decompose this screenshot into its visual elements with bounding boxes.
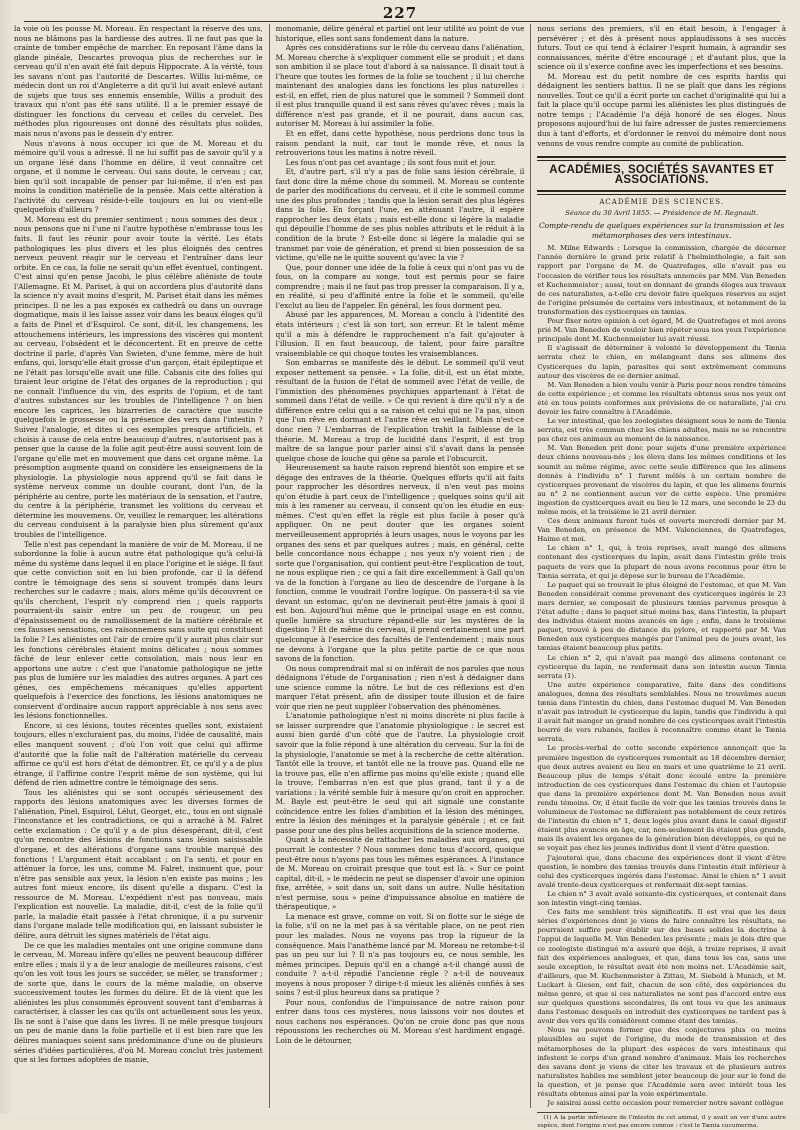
paragraph: Quant à la nécessité de rattacher les maladies aux organes, qui pourrait le contester ? Nous sommes donc tous d'accord, quoique peut-être nous n'ayons pas tous les mêmes espérances. A l'instance de M. Moreau on croirait presque que tout est là. « Sur ce point capital, dit-il, » le médecin ne peut se dispenser d'avoir une opinion fixe, arrêtée, » soit dans un, soit dans un autre. Nulle hésitation n'est permise, sous » peine d'impuissance absolue en matière de thérapeutique. »: [275, 835, 525, 912]
paragraph: J'ajouterai que, dans chacune des expériences dont il vient d'être question, le nombre des tænias trouvés dans l'intestin était inférieur à celui des cysticerques ingérés dans l'estomac. Ainsi le chien n° 1 avait avalé trente-deux cysticerques et renfermait dix-sept tænias.: [537, 853, 787, 889]
paragraph: M. Moreau est du petit nombre de ces esprits hardis qui dédaignent les sentiers battus. Il ne se plaît que dans les régions nouvelles. Tout ce qu'il a écrit porte un cachet d'originalité qui lui a fait la place qu'il occupe parmi les aliénistes les plus distingués de notre temps ; l'Académie l'a déjà honoré de ses éloges. Nous proposons aujourd'hui de lui faire adresser de justes remerciemens dus à tant d'efforts, et d'ordonner le renvoi du mémoire dont nous venons de vous rendre compte au comité de publication.: [537, 71, 787, 148]
paragraph: Le chien n° 3 avait avalé soixante-dix cysticerques, et contenait dans son intestin vingt-cinq tænias.: [537, 889, 787, 908]
section-rule: [537, 190, 786, 195]
paragraph: Nous n'avons à nous occuper ici que de M. Moreau et du mémoire qu'il vous a adressé. Il ne lui suffit pas de savoir qu'il y a un organe lésé dans l'homme en délire, il veut connaître cet organe, et il nomme le cerveau. Oui sans doute, le cerveau ; car, bien qu'il soit incapable de penser par lui-même, il n'en est pas moins la condition matérielle de la pensée. Mais cette altération à l'activité du cerveau réside-t-elle toujours en lui ou vient-elle quelquefois d'ailleurs ?: [14, 138, 263, 215]
paragraph: Pour nous, confondus de l'impuissance de notre raison pour entrer dans tous ces mystères, nous laissons voir nos doutes et nous cachons nos espérances. Qu'on ne croie donc pas que nous répoussions les recherches où M. Moreau s'est hardiment engagé. Loin de le détourner,: [275, 997, 525, 1045]
columns-container: [14, 24, 787, 1129]
paragraph: Ces faits me semblent très significatifs. Il est vrai que les deux séries d'expériences dont je viens de faire connaître les résultats, ne pourraient suffire pour établir sur des bases solides la doctrine à l'appui de laquelle M. Van Beneden les présente ; mais je dois dire que ce zoologiste distingué m'a assuré que déjà, à treize reprises, il avait fait des expériences analogues, et que, dans tous les cas, sans une seule exception, le résultat avait été non moins net. L'Académie sait, d'ailleurs, que M. Kuchenmeister à Zittau, M. Siebold à Munich, et M. Luckart à Giesen, ont fait, chacun de son côté, des expériences du même genre, et que si ces naturalistes ne sont pas d'accord entre eux sur quelques questions secondaires, ils ont tous vu que les animaux dans l'estomac desquels on introduit des cysticerques ne tardent pas à avoir des vers qu'ils considèrent comme étant des tænias.: [537, 908, 787, 1026]
paragraph: Heureusement sa haute raison reprend bientôt son empire et se dégage des entraves de la théorie. Quelques efforts qu'il ait faits pour rapprocher les désordres nerveux, il n'en veut pas moins qu'on étudie à part ceux de l'intelligence ; quelques soins qu'il ait mis à les ramener au cerveau, il consent qu'on les étudie en eux-mêmes. C'est qu'en effet la règle est plus facile à poser qu'à appliquer. On ne peut douter que les organes soient merveilleusement appropriés à leurs usages, nous le voyons par les organes des sens et par quelques autres ; mais, en général, cette belle concordance nous échappe ; nos yeux n'y voient rien ; de sorte que l'organisation, qui contient peut-être l'explication de tout, ne nous explique rien ; ce qui a fait dire excellemment à Gall qu'on va de la fonction à l'organe au lieu de descendre de l'organe à la fonction, comme le voudrait l'ordre logique. On passera-t-il sa vie devant un estomac, qu'on ne devinerait peut-être jamais à quoi il est bon. Aujourd'hui même que le principal usage en est connu, quelle lumière sa structure répand-elle sur les mystères de la digestion ? Et de même du cerveau, il prend certainement une part quelconque à l'exercice des facultés de l'entendement ; mais nous ne devons à l'organe que la plus petite partie de ce que nous savons de la fonction.: [275, 463, 525, 664]
article-end: [537, 24, 786, 148]
paragraph: Le chien n° 2, qui n'avait pas mangé des alimens contenant ce cysticerque du lapin, ne renfermait dans son intestin aucun Tænia serrata (1).: [537, 653, 787, 680]
paragraph: L'anatomie pathologique n'est ni moins discrète ni plus facile à se laisser surprendre que l'anatomie physiologique : le secret est aussi bien gardé d'un côté que de l'autre. La physiologie croit savoir que la folie répond à une altération du cerveau. Sur la foi de la physiologie, l'anatomie se met à la recherche de cette altération. Tantôt elle la trouve, et tantôt elle ne la trouve pas. Quand elle ne la trouve pas, elle n'en affirme pas moins qu'elle existe ; quand elle la trouve, l'embarras n'en est que plus grand, tant il y a de variations : la vérité semble fuir à mesure qu'on croit en approcher. M. Bayle est peut-être le seul qui ait signalé une constante coïncidence entre les folies d'ambition et la lésion des méninges, entre la lésion des méninges et la paralysie générale ; et ce fait passe pour une des plus belles acquisitions de la science moderne.: [275, 711, 525, 835]
paragraph: Telle n'est pas cependant la manière de voir de M. Moreau, il ne subordonne la folie à aucun autre état pathologique qu'à celui-là même du système dans lequel il en place l'origine et le siége. Il faut que cette conviction soit en lui bien profonde, car il la défend contre le témoignage des sens si souvent trompés dans leurs recherches sur le cadavre ; mais, alors même qu'ils découvrent ce qu'ils cherchent, l'esprit n'y comprend rien ; quels rapports pourraient-ils saisir entre un peu de rougeur, un peu d'épaississement ou de ramollissement de la matière cérébrale et ces fausses sensations, ces raisonnemens sans suite qui constituent la folie ? Les aliénistes ont l'air de croire qu'il y aurait plus clair sur les fonctions cérébrales étaient moins délicates ; nous sommes fâché de leur enlever cette consolation, mais nous leur en apportons une autre : c'est que l'anatomie pathologique ne jette pas plus de lumière sur les maladies des autres organes. A part ces gênes, ces empêchemens mécaniques qu'elles apportent quelquefois à l'exercice des fonctions, les lésions anatomiques ne conservent d'ordinaire aucun rapport appréciable à nos sens avec les lésions fonctionnelles.: [14, 539, 263, 721]
section-rule: [537, 156, 786, 161]
paragraph: nous serions des premiers, s'il en était besoin, à l'engager à persévérer ; et dès à présent nous applaudissons à ses succès futurs. Tout ce qui tend à éclairer l'esprit humain, à agrandir ses connaissances, mérite d'être encouragé ; et d'autant plus, que la science où il s'exerce confine avec les imperfections et ses besoins.: [537, 24, 787, 72]
paragraph: Ces deux animaux furent tués et ouverts mercredi dernier par M. Van Beneden, en présence de MM. Valenciennes, de Quatrefages, Haime et moi.: [537, 517, 787, 544]
page-number: 227: [382, 4, 418, 22]
paragraph: La menace est grave, comme on voit. Si on flotte sur le siége de la folie, s'il on ne la met pas à sa véritable place, on ne peut rien pour les malades. Nous ne voyons pas trop la rigueur de la conséquence. Mais l'anathème lancé par M. Moreau ne retombe-t-il pas un peu sur lui ? Il n'a pas toujours eu, ce nous semble, les mêmes principes. Depuis qu'il en a changé a-t-il changé aussi de conduite ? a-t-il répudié l'ancienne règle ? a-t-il de nouveaux moyens à nous proposer ? dirige-t-il mieux les aliénés confiés à ses soins ? est-il plus heureux dans sa pratique ?: [275, 911, 525, 998]
paragraph: la voie où les pousse M. Moreau. En respectant la réserve des uns, nous ne blâmons pas la hardiesse des autres. Il ne faut pas que la crainte de tomber empêche de marcher. En reposant l'âme dans la glande pinéale, Descartes provoqua plus de recherches sur le cerveau qu'il n'en avait été fait depuis Hippocrate. A la vérité, tous les savans n'ont pas l'autorité de Descartes. Willis lui-même, ce médecin dont un roi d'Angleterre a dit qu'il lui avait enlevé autant de sujets que tous ses ennemis ensemble, Willis a produit des travaux qui n'ont pas été sans utilité. Il a le premier essayé de distinguer les fonctions du cerveau et celles du cervelet. Des méthodes plus rigoureuses ont donné des résultats plus solides, mais nous n'avons pas le dessein d'y entrer.: [14, 24, 263, 139]
paragraph: Encore, si ces lésions, toutes récentes quelles sont, existaient toujours, elles n'excluraient pas, du moins, l'idée de causalité, mais elles manquent souvent ; d'où l'on voit que celui qui affirme d'autorité que la folie naît de l'altération matérielle du cerveau affirme ce qu'il est hors d'état de démontrer. Et, ce qu'il y a de plus étrange, il l'affirme contre l'esprit même de son système, qui lui défend de rien admettre contre le témoignage des sens.: [14, 720, 263, 788]
paragraph: Son embarras se manifeste dès le début. Le sommeil qu'il veut exposer nettement sa pensée. « La folie, dit-il, est un état mixte, résultant de la fusion de l'état de sommeil avec l'état de veille, de l'immixtion des phénomènes psychiques appartenant à l'état de sommeil dans l'état de veille. » Ce qui revient à dire qu'il n'y a de différence entre celui qui a sa raison et celui qui ne l'a pas, sinon que l'un rêve en dormant et l'autre rêve en veillant. Mais n'est-ce donc rien ? L'embarras de l'explication trahit la faiblesse de la théorie. M. Moreau a trop de lucidité dans l'esprit, il est trop maître de sa langue pour parler ainsi s'il s'avait dans la pensée quelque chose de louche qui gêne sa parole et l'obscurcit.: [275, 358, 525, 463]
paragraph: Le ver intestinal, que les zoologistes désignent sous le nom de Tænia serrata, est très commun chez les chiens adultes, mais ne se rencontre pas chez ces animaux au moment de la naissance.: [537, 417, 787, 444]
paragraph: Et en effet, dans cette hypothèse, nous perdrions donc tous la raison pendant la nuit, car tout le monde rêve, et nous la retrouverions tous les matins à notre réveil.: [275, 129, 525, 158]
report-title: Compte-rendu de quelques expériences sur la transmission et les métamorphoses des vers intestinaux.: [539, 221, 785, 240]
paragraph: Pour fixer notre opinion à cet égard, M. de Quatrefages et moi avons prié M. Van Beneden de vouloir bien répéter sous nos yeux l'expérience principale dont M. Kuchenmeister lui avait réussi.: [537, 317, 787, 344]
paragraph: Les fous n'ont pas cet avantage ; ils sont fous nuit et jour.: [285, 157, 496, 167]
paragraph: Nous ne pouvons former que des conjectures plus ou moins plausibles au sujet de l'origine, du mode de transmission et des métamorphoses de la plupart des espèces de vers intestinaux qui infestent le corps d'un grand nombre d'animaux. Mais les recherches des savans dont je viens de citer les travaux et de plusieurs autres naturalistes habiles me semblent jeter beaucoup de jour sur le fond de la question, et je pense que l'Académie sera avec intérêt tous les résultats obtenus ainsi par la voie expérimentale.: [537, 1026, 787, 1099]
paragraph: Le procès-verbal de cette seconde expérience annonçait que la première ingestion de cysticerques remontait au 18 décembre dernier, que deux autres avaient eu lieu en mars et une quatrième le 21 avril. Beaucoup plus de temps s'était donc écoulé entre la première introduction de ces cysticerques dans l'estomac du chien et l'autopsie que dans la première expérience dont M. Van Beneden nous avait rendu témoins. Or, il était facile de voir que les tænias trouvés dans le volumineux de l'estomac ne différaient pas notablement de ceux retirés de l'intestin du chien n° 1, deux logés plus avant dans le canal digestif étaient plus avancés en âge, car, non-seulement ils étaient plus grands, mais ils avaient les organes de la génération bien développés, ce qui ne se voyait pas chez les jeunes individus dont il vient d'être question.: [537, 744, 787, 853]
column-right: [530, 24, 787, 1129]
section-title: ACADÉMIES, SOCIÉTÉS SAVANTES ET ASSOCIATIONS.: [549, 164, 775, 186]
paragraph: De ce que les maladies mentales ont une origine commune dans le cerveau, M. Moreau infère qu'elles ne peuvent beaucoup différer entre elles ; mais il y a de leur analogie de meilleures raisons, c'est qu'on les voit tous les jours se succéder, se mêler, se transformer ; de sorte que, dans le cours de la même maladie, on observe successivement toutes les formes du délire. Et de là vient que les aliénistes les plus consommés éprouvent souvent tant d'embarras à caractériser, à classer les cas qu'ils ont actuellement sous les yeux. Ils ne sont à l'aise que dans les livres. Il ne méle presque toujours un peu de manie dans la folie partielle et il est bien rare que les délires maniaques soient sans prédominance d'une ou de plusieurs séries d'idées particulières, d'où M. Moreau conclut très justement que si les formes adoptées de manie,: [14, 940, 263, 1065]
paragraph: M. Moreau est du premier sentiment ; nous sommes des deux ; nous pensons que ni l'une ni l'autre hypothèse n'embrasse tous les faits. Il faut les réunir pour avoir toute la vérité. Les états pathologiques les plus divers et les plus éloignés des centres nerveux peuvent réagir sur le cerveau et l'entraîner dans leur orbite. En ce cas, la folie ne serait qu'un effet éventuel, contingent. C'est ainsi qu'en pense Jacobi, le plus célèbre aliéniste de toute l'Allemagne. Et M. Pariset, à qui on accordera plus d'autorité dans la science n'y avait moins d'esprit, M. Pariset était dans les mêmes principes. Il ne les a pas exposés ex cathedrâ ou dans un ouvrage dogmatique, mais il les laisse assez voir dans les beaux éloges qu'il a faits de Pinel et d'Esquirol. Ce sont, dit-il, les changemens, les attouchemens intérieurs, les impressions des viscères qui montent au cerveau, l'obsèdent et le déconcertent. Et en preuve de cette doctrine il parle, d'après Van Swieten, d'une femme, mère de huit enfans, qui, lorsqu'elle était grosse d'un garçon, était épileptique et ne l'était pas lorsqu'elle avait une fille. Cabanis cite des folies qui tiraient leur origine de l'état des organes de la reproduction ; qui ne connaît l'influence du vin, des esprits de l'opium, et de tant d'autres substances sur les troubles de l'intelligence ? on bien encore les caprices, les bizarreries de caractère que suscite quelquefois le grossesse ou la présence des vers dans l'intestin ? Suivez l'analogie, et dites si ces exemples presque artificiels, et choisis à cause de cela entre beaucoup d'autres, n'autorisent pas à penser que la cause de la folie agit peut-être aussi souvent loin de l'organe qu'elle met en mouvement que dans cet organe même. La présomption augmente quand on considère les enseignemens de la physiologie. La physiologie nous apprend qu'il se fait dans le système nerveux comme un double courant, dont l'un, de la périphérie au centre, porte les matériaux de la sensation, et l'autre, du centre à la périphérie, transmet les volitions du cerveau et détermine les mouvemens. Or, veuillez le remarquer, les altérations du cerveau conduisent à la paralysie bien plus sûrement qu'aux troubles de l'intelligence.: [14, 214, 263, 539]
paragraph: Et, d'autre part, s'il n'y a pas de folie sans lésion cérébrale, il faut donc dire la même chose du sommeil. M. Moreau se contente de parler des modifications du cerveau, et il cite le sommeil comme une des plus profondes ; tandis que la lésion serait des plus légères dans la folie. En forçant l'une, en atténuant l'autre, il espère rapprocher les deux états ; mais est-elle donc si légère la maladie qui dépouille l'homme de ses plus nobles attributs et le réduit à la condition de la brute ? Est-elle donc si légère la maladie qui se transmet par voie de génération, et prend si bien possession de sa victime, qu'elle ne le quitte souvent qu'avec la vie ?: [275, 167, 525, 263]
section-header: [537, 156, 786, 240]
paragraph: Une autre expérience comparative, faite dans des conditions analogues, donna des résultats semblables. Nous ne trouvâmes aucun tænia dans l'intestin du chien, dans l'estomac duquel M. Van Beneden n'avait pas introduit le cysticerque du lapin, tandis que l'individu à qui il avait fait manger un grand nombre de ces cysticerques avait l'intestin bourré de vers rubanés, faciles à reconnaître comme étant le Tænia serrata.: [537, 680, 787, 744]
paragraph: Que, pour donner une idée de la folie à ceux qui n'ont pas vu de fous, on la compare au songe, tout est permis pour se faire comprendre ; mais il ne faut pas trop presser la comparaison. Il y a, en réalité, si peu d'affinité entre la folie et le sommeil, qu'elle l'exclut au lieu de l'appeler. En général, les fous dorment peu.: [275, 262, 525, 310]
paragraph: Après ces considérations sur le rôle du cerveau dans l'aliénation, M. Moreau cherche à s'expliquer comment elle se produit ; et dans son ambition il se place tout d'abord à sa naissance. Il disait tout à l'heure que toutes les formes de la folie se touchent ; il lui cherche maintenant des analogies dans les fonctions les plus naturelles : est-il, en effet, rien de plus naturel que le sommeil ? Sommeil dont il est plus tranquille quand il est sans rêves qu'avec rêves ; mais la différence n'est pas grande, et il ne pourait, dans aucun cas, autoriser M. Moreau à lui assimiler la folie.: [275, 43, 525, 129]
footnote-rule: [537, 1112, 597, 1113]
paragraph: monomanie, délire général et partiel ont leur utilité au point de vue historique, elles sont sans fondement dans la nature.: [275, 24, 525, 43]
paragraph: On nous comprendrait mal si on inférait de nos paroles que nous dédaignons l'étude de l'organisation ; rien n'est à dédaigner dans une science comme la nôtre. Le but de ces réflexions est d'en marquer l'état présent, afin de dissiper toute illusion et de faire voir que rien ne peut suppléer l'observation des phénomènes.: [275, 663, 525, 711]
academy-name: ACADÉMIE DES SCIENCES.: [599, 198, 724, 207]
paragraph: Le chien n° 1, qui, à trois reprises, avait mangé des alimens contenant des cysticerques du lapin, avait dans l'intestin grêle trois paquets de vers que la plupart de nous avons reconnus pour être le Tænia serrata, et qui je dépose sur le bureau de l'Académie.: [537, 544, 787, 580]
paragraph: Abusé par les apparences, M. Moreau a conclu à l'identité des états intérieurs ; c'est là son tort, son erreur. Et le talent même qu'il a mis à défendre le rapprochement n'a fait qu'ajouter à l'illusion. Il en faut beaucoup, de talent, pour faire paraître vraisemblable ce qui choque toutes les vraisemblances.: [275, 310, 525, 358]
paragraph: M. Milne Edwards : Lorsque la commission, chargée de décerner l'année dernière le grand prix relatif à l'helminthologie, a fait son rapport par l'organe de M. de Quatrefages, elle n'avait pas eu l'occasion de vérifier tous les résultats annoncés par MM. Van Beneden et Kuchenmeister ; aussi, tout en donnant de grands éloges aux travaux de ces naturalistes, a-t-elle cru devoir faire quelques réserves au sujet de l'origine présumée de certains vers intestinaux, et notamment de la transformation des cysticerques en tænias.: [537, 244, 787, 316]
column-middle: [269, 24, 525, 1108]
paragraph: Le paquet qui se trouvait le plus éloigné de l'estomac, et que M. Van Beneden considérait comme provenant des cysticerques ingérés le 23 mars dernier, se composait de plusieurs tænias parvenus presque à l'état adulte ; dans le paquet situé moins bas, dans l'intestin, la plupart des individus étaient moins avancés en âge ; enfin, dans le troisième paquet, trouvé à peu de distance du pylore, et rapporté par M. Van Beneden aux cysticerques mangés par l'animal peu de jours avant, les tænias étaient beaucoup plus petits.: [537, 580, 787, 653]
paragraph: Je saisirai aussi cette occasion pour remercier notre savant collègue: [547, 1099, 784, 1108]
header-rule: [24, 21, 780, 22]
paragraph: M. Van Beneden a bien voulu venir à Paris pour nous rendre témoins de cette expérience ; et comme les résultats obtenus sous nos yeux ont été en tous points conformes aux prévisions de ce naturaliste, j'ai cru devoir les faire connaître à l'Académie.: [537, 380, 787, 416]
footnote: (1) A la partie inférieure de l'intestin de cet animal, il y avait un ver d'une autre espèce, dont l'origine n'est pas encore connue : c'est le Tænia cucumerina.: [537, 1115, 787, 1129]
paragraph: M. Van Beneden prit donc pour sujets d'une première expérience deux chiens nouveau-nés ; les élevа dans les mêmes conditions et les soumit au même régime, avec cette seule différence que les alimens donnés à l'individu n° 1 furent mêlés à un certain nombre de cysticerques provenant de viscères du lapin, et que les alimens fournis au n° 2 ne contiennent aucun ver de cette espèce. Une première ingestion de cysticerques avait eu lieu le 12 mars, une seconde le 23 du même mois, et la troisième le 21 avril dernier.: [537, 444, 787, 517]
page-shadow: [0, 0, 14, 1114]
column-left: [14, 24, 263, 1108]
session-line: Séance du 30 Avril 1855. — Présidence de M. Regnault.: [565, 208, 759, 217]
paragraph: Il s'agissait de déterminer à volonté le développement du Tænia serrata chez le chien, en mélangeant dans ses alimens des Cysticerques du lapin, parasites qui sont extrêmement communs autour des viscères de ce dernier animal.: [537, 344, 787, 380]
paragraph: Tous les aliénistes qui se sont occupés sérieusement des rapports des lésions anatomiques avec les diverses formes de l'aliénation, Pinel, Esquirol, Lélut, Georget, etc., tous en ont signalé l'inconstance et les contradictions, ce qui a arraché à M. Falret cette exclamation : Ce qu'il y a de plus désespérant, dit-il, c'est qu'on rencontre des lésions de fonctions sans lésion saisissable d'organe, et des altérations d'organe sans trouble marqué des fonctions ! L'argument était accablant ; on l'a senti, et pour en atténuer la force, les uns, comme M. Falret, insinuent que, pour n'être pas sensible aux yeux, la lésion n'en existe pas moins ; les autres font mieux encore, ils disent qu'elle a disparu. C'est la ressource de M. Moreau. L'expédient n'est pas nouveau, mais l'explication est nouvelle. La maladie, dit-il, c'est de la folie qu'il parle, la maladie était passée à l'état chronique, il a pu survenir dans l'organe malade telle modification qui, en laissant subsister le délire, aura détruit les signes matériels de l'état aigu.: [14, 787, 263, 940]
